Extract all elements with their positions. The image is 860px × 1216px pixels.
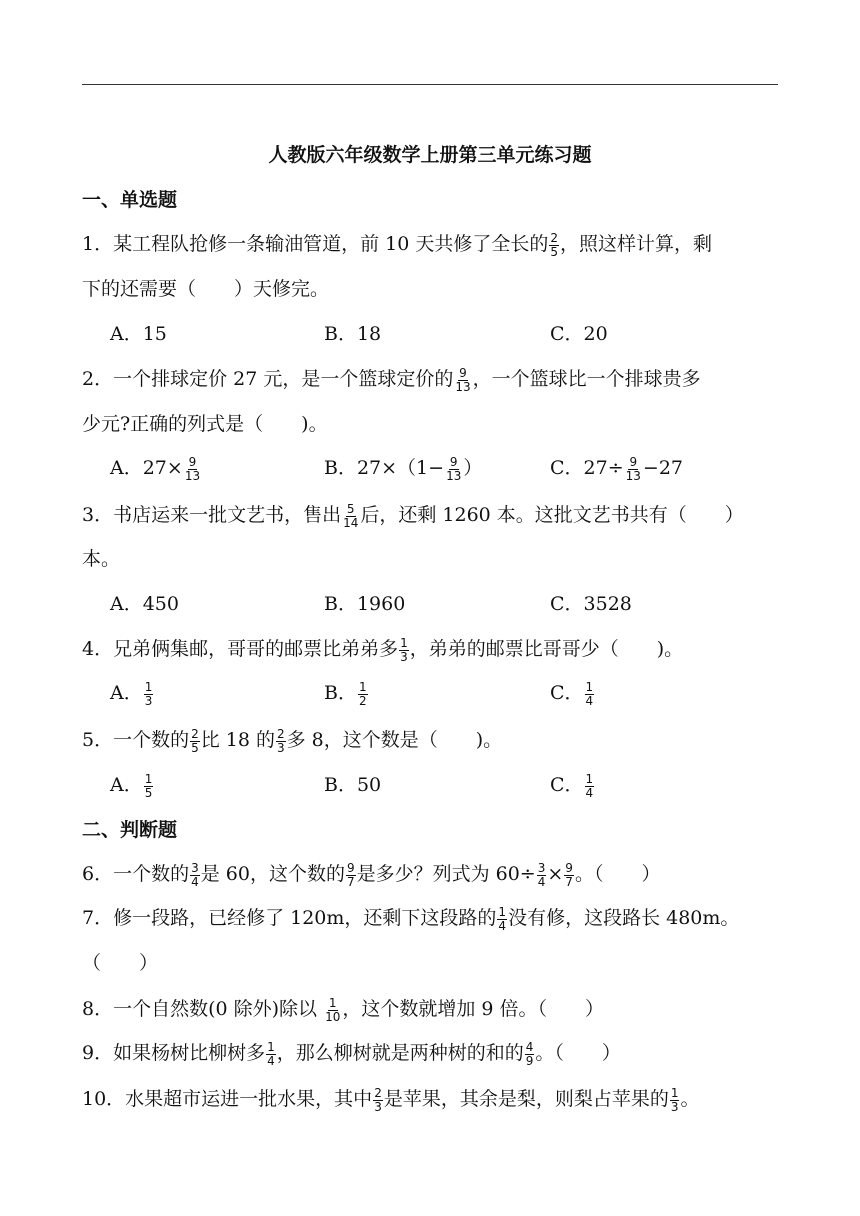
question-5-options [110, 772, 770, 806]
question-1-cont: 下的还需要（ ）天修完。 [82, 278, 330, 300]
option-a[interactable]: A． $\frac{1}{3}$ [110, 679, 153, 708]
option-c[interactable]: C．20 [550, 323, 608, 345]
option-c[interactable]: C．27÷ $\frac{9}{13}$ −27 [550, 454, 684, 483]
option-b[interactable]: B． $\frac{1}{2}$ [324, 679, 367, 708]
fraction: $\frac{5}{14}$ [343, 501, 359, 530]
option-b[interactable]: B．50 [324, 774, 382, 796]
question-3: 3．书店运来一批文艺书，售出 $\frac{5}{14}$ 后，还剩 1260 本。这批文艺书共有（ ） [82, 501, 744, 530]
page-title: 人教版六年级数学上册第三单元练习题 [268, 144, 592, 166]
question-8: 8．一个自然数(0 除外)除以 $\frac{1}{10}$ ，这个数就增加 9 倍。（ ） [82, 995, 605, 1024]
option-c[interactable]: C． $\frac{1}{4}$ [550, 771, 594, 800]
question-9: 9．如果杨树比柳树多 $\frac{1}{4}$ ，那么柳树就是两种树的和的 $\frac{4}{9}$ 。（ ） [82, 1039, 621, 1068]
section-heading-single-choice: 一、单选题 [82, 189, 178, 211]
fraction: $\frac{1}{3}$ [400, 635, 408, 664]
question-4-options [110, 680, 770, 714]
option-a[interactable]: A．15 [110, 323, 167, 345]
question-6: 6．一个数的 $\frac{3}{4}$ 是 60，这个数的 $\frac{9}{7}$ 是多少？列式为 60÷ $\frac{3}{4}$ × $\frac{9}{7}$ 。（ ） [82, 860, 661, 889]
question-3-cont: 本。 [82, 548, 121, 570]
question-4: 4．兄弟俩集邮，哥哥的邮票比弟弟多 $\frac{1}{3}$ ，弟弟的邮票比哥哥少（ )。 [82, 635, 684, 664]
question-7-cont: （ ） [82, 952, 159, 974]
question-7: 7．修一段路，已经修了 120m，还剩下这段路的 $\frac{1}{4}$ 没有修，这段路长 480m。 [82, 904, 740, 933]
question-2: 2．一个排球定价 27 元，是一个篮球定价的 $\frac{9}{13}$ ，一个篮球比一个排球贵多 [82, 365, 701, 394]
option-b[interactable]: B．18 [324, 323, 382, 345]
fraction: $\frac{9}{13}$ [455, 365, 471, 394]
option-a[interactable]: A． $\frac{1}{5}$ [110, 771, 153, 800]
option-a[interactable]: A．27× $\frac{9}{13}$ [110, 454, 201, 483]
header-rule [82, 84, 778, 85]
fraction: $\frac{2}{5}$ [550, 230, 558, 259]
question-3-options [110, 591, 770, 625]
question-10: 10．水果超市运进一批水果，其中 $\frac{2}{3}$ 是苹果，其余是梨，则梨占苹果的 $\frac{1}{3}$ 。 [82, 1085, 700, 1114]
section-heading-true-false: 二、判断题 [82, 819, 178, 841]
question-1-options [110, 321, 770, 355]
question-2-options [110, 455, 770, 489]
option-b[interactable]: B．27×（1− $\frac{9}{13}$ ） [324, 454, 483, 483]
question-2-cont: 少元?正确的列式是（ )。 [82, 413, 328, 435]
option-b[interactable]: B．1960 [324, 593, 406, 615]
option-c[interactable]: C． $\frac{1}{4}$ [550, 679, 594, 708]
question-5: 5．一个数的 $\frac{2}{5}$ 比 18 的 $\frac{2}{3}$ 多 8，这个数是（ )。 [82, 726, 503, 755]
question-1: 1．某工程队抢修一条输油管道，前 10 天共修了全长的 $\frac{2}{5}$ ，照这样计算，剩 [82, 230, 713, 259]
option-c[interactable]: C．3528 [550, 593, 632, 615]
option-a[interactable]: A．450 [110, 593, 179, 615]
